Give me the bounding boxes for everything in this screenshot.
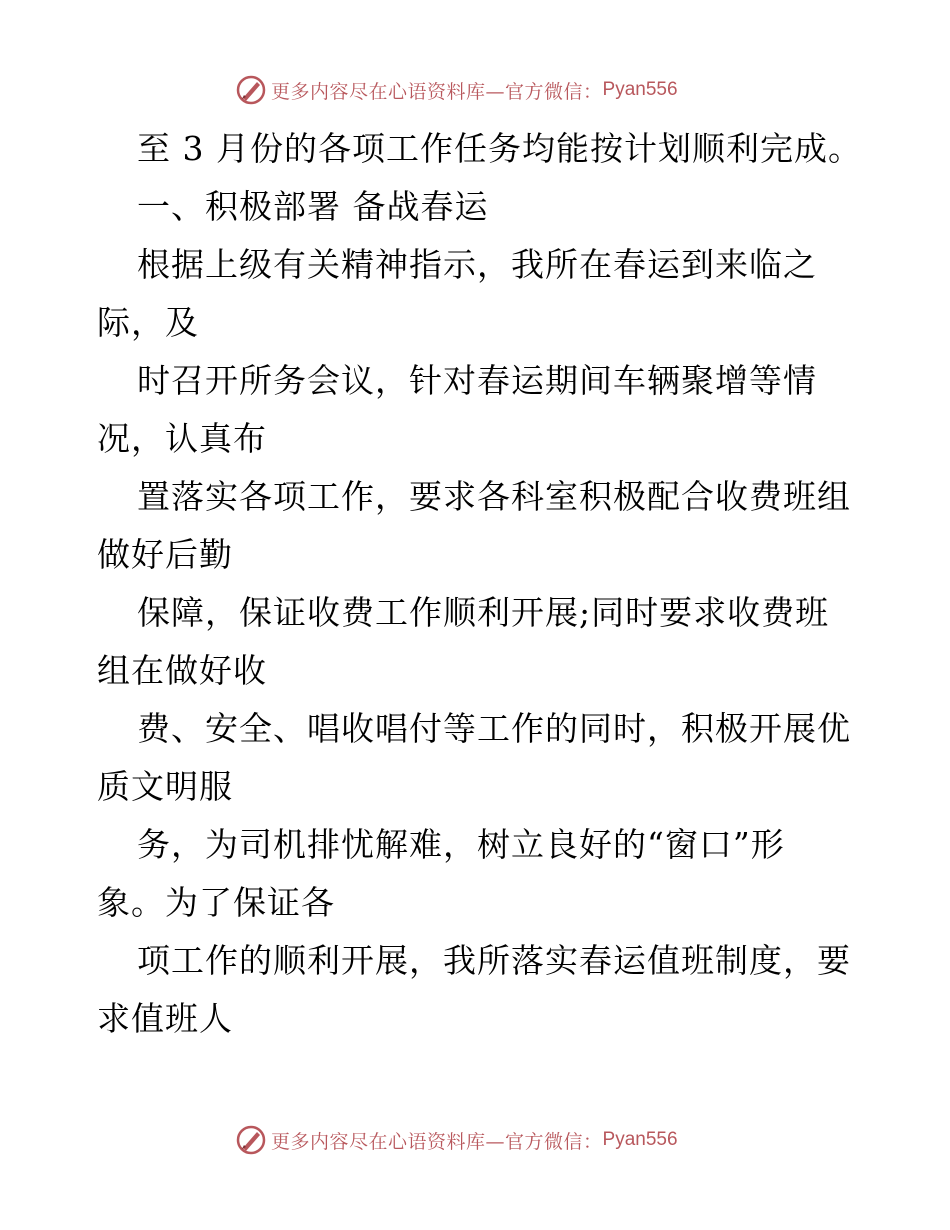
text-line: 一、积极部署 备战春运	[137, 187, 489, 226]
text-line: 时召开所务会议，针对春运期间车辆聚增等情	[137, 361, 817, 400]
header-watermark	[235, 73, 678, 107]
text-line: 求值班人	[97, 999, 233, 1038]
text-line: 至 3 月份的各项工作任务均能按计划顺利完成。	[137, 129, 862, 168]
text-line: 组在做好收	[97, 651, 267, 690]
text-line: 际，及	[97, 303, 199, 342]
text-line: 况，认真布	[97, 419, 267, 458]
text-line: 费、安全、唱收唱付等工作的同时，积极开展优	[137, 709, 851, 748]
text-line: 保障，保证收费工作顺利开展;同时要求收费班	[137, 593, 830, 632]
document-body	[97, 120, 862, 1048]
footer-watermark	[235, 1123, 678, 1157]
text-line: 做好后勤	[97, 535, 233, 574]
text-line: 项工作的顺利开展，我所落实春运值班制度，要	[137, 941, 851, 980]
text-line: 质文明服	[97, 767, 233, 806]
watermark-wechat-id: Pyan556	[602, 1129, 678, 1150]
watermark-text: 更多内容尽在心语资料库—官方微信：	[271, 1130, 603, 1153]
text-line: 根据上级有关精神指示，我所在春运到来临之	[137, 245, 817, 284]
watermark-wechat-id: Pyan556	[602, 79, 678, 100]
quill-pen-icon	[235, 74, 267, 106]
quill-pen-icon	[235, 1124, 267, 1156]
text-line: 务，为司机排忧解难，树立良好的“窗口”形	[137, 825, 785, 864]
watermark-text: 更多内容尽在心语资料库—官方微信：	[271, 80, 603, 103]
text-line: 象。为了保证各	[97, 883, 335, 922]
text-line: 置落实各项工作，要求各科室积极配合收费班组	[137, 477, 851, 516]
